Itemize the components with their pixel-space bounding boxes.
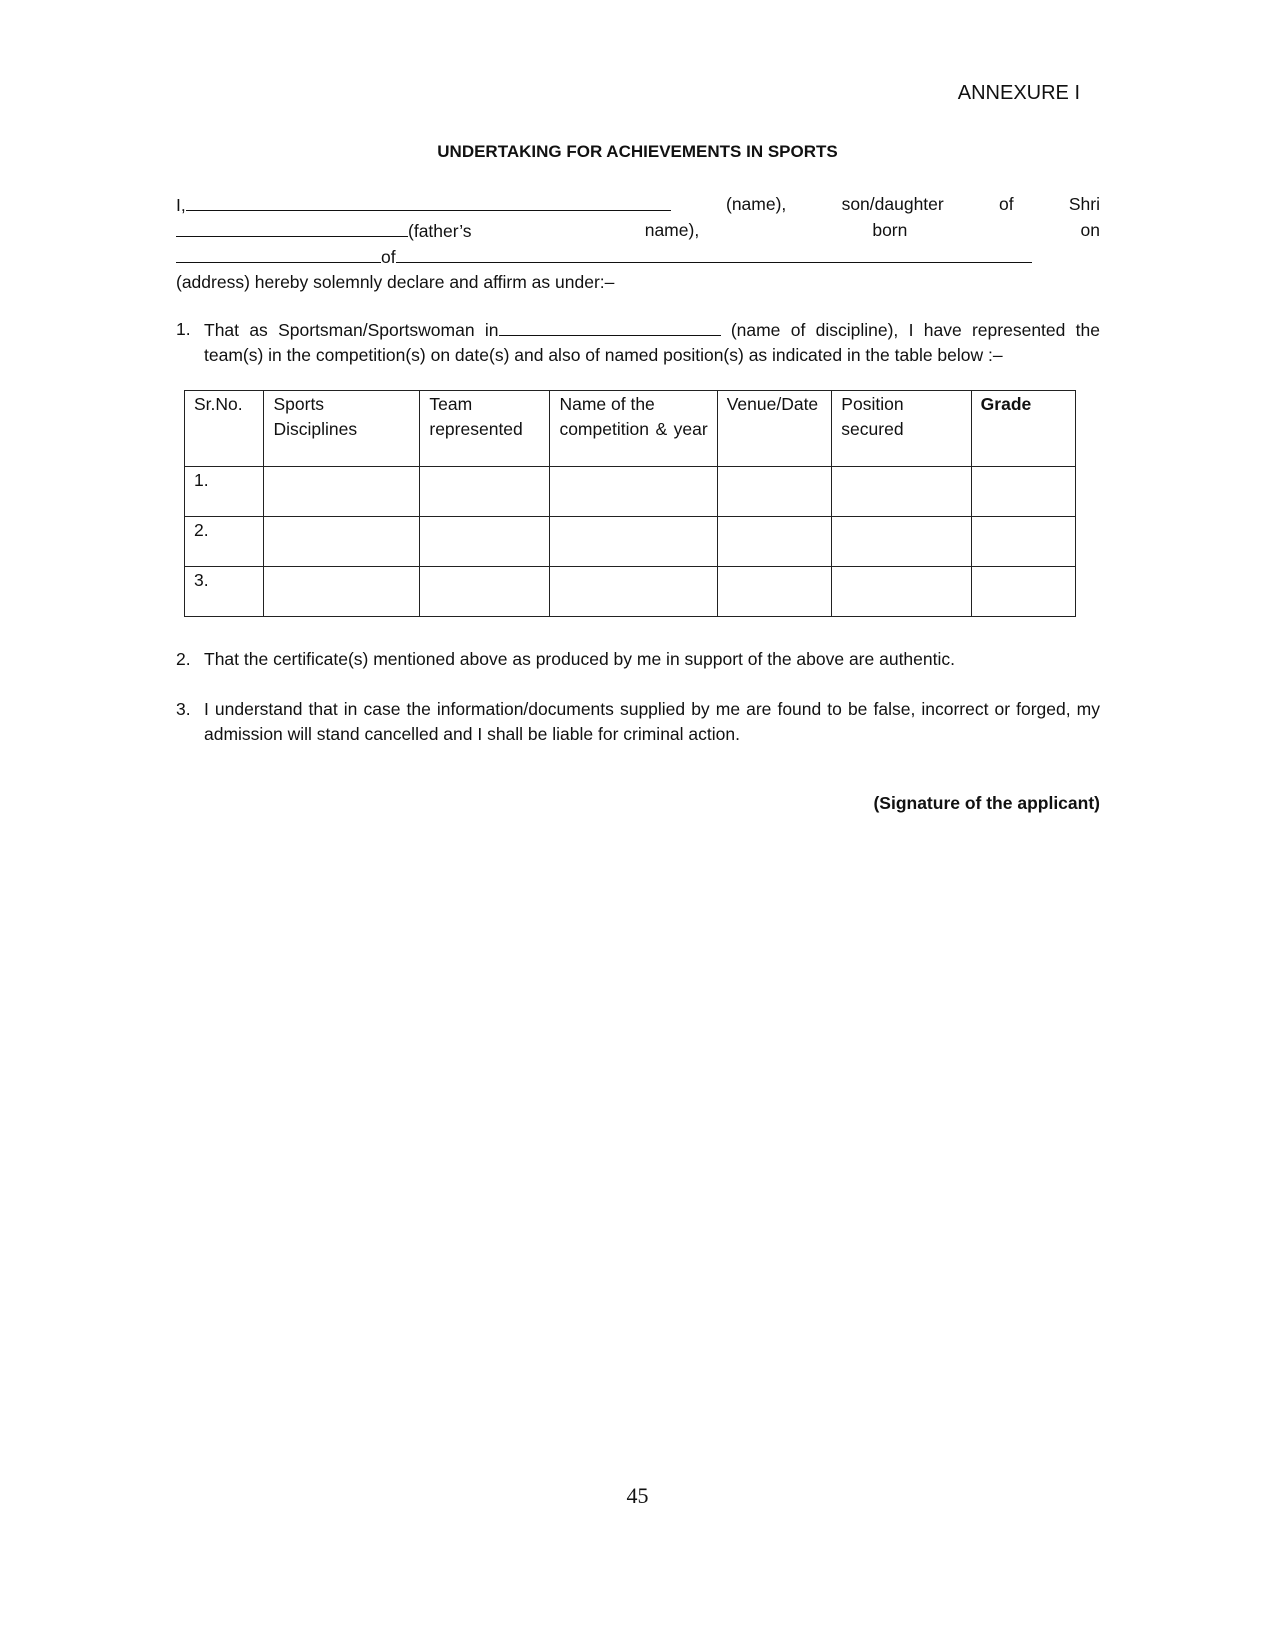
annexure-label: ANNEXURE I	[957, 82, 1080, 104]
table-header-row	[185, 391, 1076, 467]
cell-sports[interactable]	[264, 517, 420, 567]
col-competition: Name of the competition & year	[550, 391, 717, 467]
father-name-label: name),	[644, 220, 700, 240]
cell-team[interactable]	[420, 517, 550, 567]
cell-venue[interactable]	[717, 567, 832, 617]
clause-2-text: That the certificate(s) mentioned above as produced by me in support of the above are authentic.	[204, 649, 955, 669]
declaration-block	[176, 192, 1100, 295]
page-title: UNDERTAKING FOR ACHIEVEMENTS IN SPORTS	[437, 142, 838, 161]
clause-1-text-before: That as Sportsman/Sportswoman in	[204, 320, 499, 340]
cell-venue[interactable]	[717, 467, 832, 517]
declaration-prefix: I,	[176, 195, 186, 215]
father-label: (father’s	[408, 221, 472, 241]
on-label: on	[1080, 220, 1100, 240]
cell-position[interactable]	[832, 467, 971, 517]
clause-number: 3.	[176, 699, 191, 719]
declaration-line-4: (address) hereby solemnly declare and affirm as under:–	[176, 272, 615, 292]
clause-2	[176, 647, 1100, 672]
cell-grade[interactable]	[971, 567, 1075, 617]
shri-label: Shri	[1068, 194, 1100, 214]
name-label: (name),	[726, 194, 787, 214]
row-number: 2.	[185, 517, 264, 567]
cell-grade[interactable]	[971, 517, 1075, 567]
page-number: 45	[626, 1483, 649, 1508]
father-name-blank[interactable]	[176, 218, 408, 237]
table-row	[185, 467, 1076, 517]
cell-team[interactable]	[420, 567, 550, 617]
col-sr-no: Sr.No.	[185, 391, 264, 467]
clause-1	[176, 317, 1100, 368]
clause-number: 2.	[176, 649, 191, 669]
address-of-label: of	[381, 247, 396, 267]
born-label: born	[872, 220, 908, 240]
cell-team[interactable]	[420, 467, 550, 517]
discipline-blank[interactable]	[499, 317, 721, 336]
clause-number: 1.	[176, 319, 191, 339]
col-team-represented: Team represented	[420, 391, 550, 467]
col-sports-disciplines: Sports Disciplines	[264, 391, 420, 467]
cell-competition[interactable]	[550, 567, 717, 617]
cell-position[interactable]	[832, 517, 971, 567]
col-venue-date: Venue/Date	[717, 391, 832, 467]
clause-3-text: I understand that in case the information/documents supplied by me are found to be false, incorrect or forged, my admission will stand cancelled and I shall be liable for criminal action.	[204, 699, 1100, 744]
table-row	[185, 517, 1076, 567]
cell-position[interactable]	[832, 567, 971, 617]
row-number: 1.	[185, 467, 264, 517]
row-number: 3.	[185, 567, 264, 617]
cell-grade[interactable]	[971, 467, 1075, 517]
achievements-table	[184, 390, 1076, 617]
cell-venue[interactable]	[717, 517, 832, 567]
of-label: of	[999, 194, 1014, 214]
col-grade: Grade	[971, 391, 1075, 467]
cell-competition[interactable]	[550, 467, 717, 517]
dob-blank[interactable]	[176, 244, 381, 263]
cell-competition[interactable]	[550, 517, 717, 567]
name-blank[interactable]	[186, 192, 671, 211]
declaration-line-1	[176, 192, 1100, 218]
clause-3	[176, 697, 1100, 747]
address-blank[interactable]	[396, 244, 1032, 263]
cell-sports[interactable]	[264, 467, 420, 517]
table-row	[185, 567, 1076, 617]
relation-label: son/daughter	[841, 194, 944, 214]
declaration-line-2	[176, 218, 1100, 244]
clause-1-text-after: (name of discipline), I have represented the team(s) in the competition(s) on date(s) and also of named position(s) as indicated in the table below :–	[204, 320, 1101, 365]
cell-sports[interactable]	[264, 567, 420, 617]
declaration-line-3	[176, 244, 1100, 270]
signature-label: (Signature of the applicant)	[873, 793, 1100, 813]
col-position-secured: Position secured	[832, 391, 971, 467]
